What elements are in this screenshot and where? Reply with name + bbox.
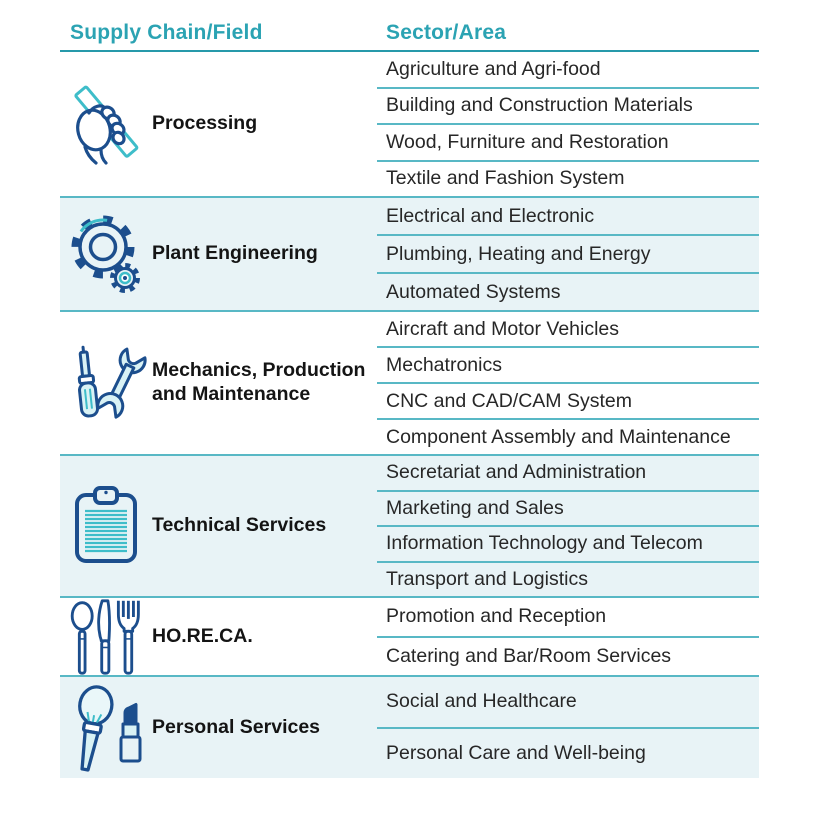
sector-cell: Plumbing, Heating and Energy	[377, 236, 759, 274]
group-cell	[60, 456, 377, 596]
group-label: Technical Services	[152, 514, 327, 537]
table-header	[60, 16, 759, 52]
sector-cell: Information Technology and Telecom	[377, 527, 759, 563]
group-cell	[60, 312, 377, 454]
sector-cell: Catering and Bar/Room Services	[386, 644, 672, 667]
group-plant-engineering	[60, 196, 759, 310]
group-technical-services	[60, 454, 759, 596]
sector-cell: Transport and Logistics	[386, 567, 588, 590]
sector-cell: Textile and Fashion System	[386, 167, 625, 190]
group-label: Mechanics, Production and Maintenance	[152, 359, 366, 405]
group-personal-services	[60, 675, 759, 778]
sector-cell: Marketing and Sales	[377, 492, 759, 528]
sector-cell: Secretariat and Administration	[377, 456, 759, 492]
screwdriver-wrench-icon	[60, 340, 152, 426]
sector-cell: Building and Construction Materials	[377, 89, 759, 126]
header-label-sector-area: Sector/Area	[386, 21, 507, 44]
sector-cell: Aircraft and Motor Vehicles	[377, 312, 759, 348]
gears-icon	[60, 211, 152, 297]
group-label: Personal Services	[152, 715, 321, 738]
group-cell	[60, 52, 377, 196]
sector-list	[377, 598, 759, 675]
sector-list	[377, 456, 759, 596]
supply-chain-table	[60, 16, 759, 778]
group-horeca	[60, 596, 759, 675]
sector-cell: Automated Systems	[386, 280, 561, 303]
sector-list	[377, 198, 759, 310]
group-cell	[60, 677, 377, 778]
header-cell-sector-area	[377, 21, 759, 45]
group-label: HO.RE.CA.	[152, 624, 253, 647]
clipboard-icon	[60, 483, 152, 569]
header-label-supply-chain: Supply Chain/Field	[70, 21, 263, 44]
sector-cell: Component Assembly and Maintenance	[386, 425, 731, 448]
sector-cell: Mechatronics	[377, 348, 759, 384]
header-cell-supply-chain	[60, 21, 377, 45]
sector-cell: Wood, Furniture and Restoration	[377, 125, 759, 162]
group-mechanics	[60, 310, 759, 454]
sector-cell: CNC and CAD/CAM System	[377, 384, 759, 420]
sector-list	[377, 677, 759, 778]
cutlery-icon	[60, 597, 152, 677]
makeup-brush-lipstick-icon	[60, 682, 152, 774]
group-cell	[60, 198, 377, 310]
sector-cell: Electrical and Electronic	[377, 198, 759, 236]
group-label: Processing	[152, 112, 258, 135]
sector-cell: Personal Care and Well-being	[386, 741, 646, 764]
sector-cell: Social and Healthcare	[377, 677, 759, 729]
group-label: Plant Engineering	[152, 242, 318, 265]
sector-cell: Promotion and Reception	[377, 598, 759, 638]
sector-cell: Agriculture and Agri-food	[377, 52, 759, 89]
group-processing	[60, 52, 759, 196]
group-cell	[60, 598, 377, 675]
sector-list	[377, 312, 759, 454]
hand-holding-material-icon	[60, 81, 152, 167]
sector-list	[377, 52, 759, 196]
